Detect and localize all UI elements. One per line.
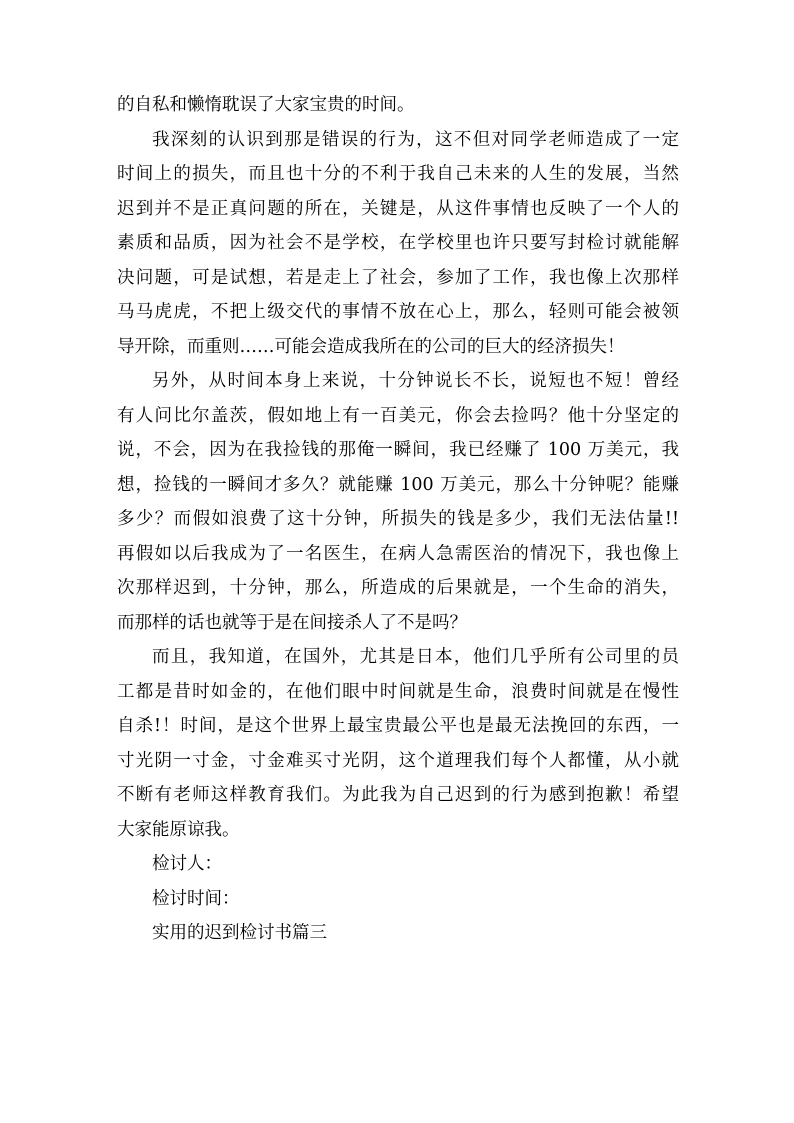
paragraph-line: 马马虎虎，不把上级交代的事情不放在心上，那么，轻则可能会被领 <box>117 302 679 322</box>
next-section-title: 实用的迟到检讨书篇三 <box>152 923 327 943</box>
paragraph-line: 我深刻的认识到那是错误的行为，这不但对同学老师造成了一定 <box>152 129 679 150</box>
paragraph-line: 另外，从时间本身上来说，十分钟说长不长，说短也不短！曾经 <box>152 371 679 391</box>
paragraph-line: 多少？而假如浪费了这十分钟，所损失的钱是多少，我们无法估量!! <box>117 509 679 529</box>
paragraph-line: 而那样的话也就等于是在间接杀人了不是吗？ <box>117 612 467 633</box>
paragraph-line: 次那样迟到，十分钟，那么，所造成的后果就是，一个生命的消失， <box>117 578 679 598</box>
paragraph-line: 寸光阴一寸金，寸金难买寸光阴，这个道理我们每个人都懂，从小就 <box>117 750 679 771</box>
paragraph-line: 想，捡钱的一瞬间才多久？就能赚 100 万美元，那么十分钟呢？能赚 <box>117 474 679 495</box>
paragraph-line: 素质和品质，因为社会不是学校，在学校里也许只要写封检讨就能解 <box>117 233 679 253</box>
paragraph-line: 决问题，可是试想，若是走上了社会，参加了工作，我也像上次那样 <box>117 267 679 288</box>
paragraph-line: 有人问比尔盖茨，假如地上有一百美元，你会去捡吗？他十分坚定的 <box>117 405 679 426</box>
document-body <box>117 88 679 951</box>
paragraph-line: 大家能原谅我。 <box>117 819 240 840</box>
paragraph-line: 不断有老师这样教育我们。为此我为自己迟到的行为感到抱歉！希望 <box>117 785 679 805</box>
paragraph-line: 自杀!！时间，是这个世界上最宝贵最公平也是最无法挽回的东西，一 <box>117 716 679 736</box>
paragraph-line: 工都是昔时如金的，在他们眼中时间就是生命，浪费时间就是在慢性 <box>117 681 679 702</box>
paragraph-line: 导开除，而重则……可能会造成我所在的公司的巨大的经济损失！ <box>117 336 625 357</box>
paragraph-line: 再假如以后我成为了一名医生，在病人急需医治的情况下，我也像上 <box>117 543 679 564</box>
paragraph-2 <box>117 123 679 365</box>
review-time-label: 检讨时间： <box>152 888 240 909</box>
reviewer-label: 检讨人： <box>152 854 222 874</box>
paragraph-line: 的自私和懒惰耽误了大家宝贵的时间。 <box>117 95 415 115</box>
paragraph-line: 而且，我知道，在国外，尤其是日本，他们几乎所有公司里的员 <box>152 647 679 667</box>
paragraph-line: 时间上的损失，而且也十分的不利于我自己未来的人生的发展，当然 <box>117 164 679 184</box>
paragraph-1 <box>117 88 679 123</box>
paragraph-4 <box>117 640 679 847</box>
paragraph-line: 迟到并不是正真问题的所在，关键是，从这件事情也反映了一个人的 <box>117 198 679 219</box>
paragraph-3 <box>117 364 679 640</box>
paragraph-line: 说，不会，因为在我捡钱的那俺一瞬间，我已经赚了 100 万美元，我 <box>117 440 679 460</box>
